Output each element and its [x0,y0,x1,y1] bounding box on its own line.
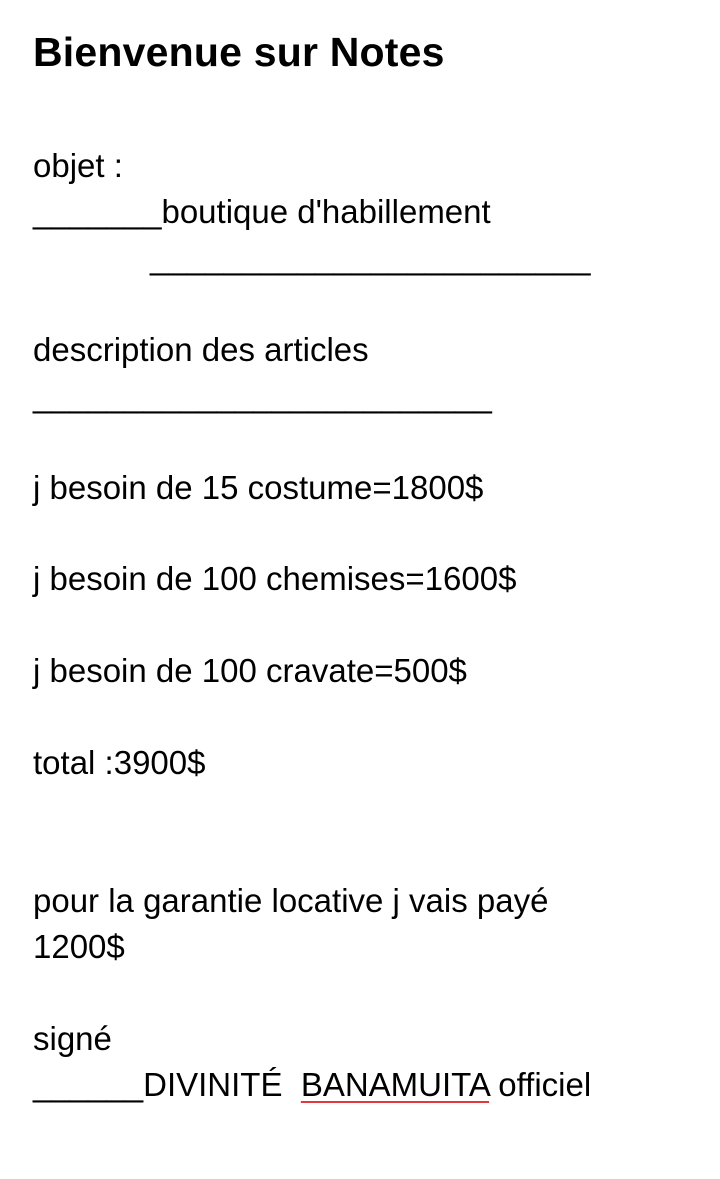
garantie-line-2: 1200$ [33,928,125,965]
signature-name-misspelled[interactable]: BANAMUITA [300,1066,490,1103]
item-chemises: j besoin de 100 chemises=1600$ [33,560,517,597]
signe-label: signé [33,1020,112,1057]
signature-prefix: ______DIVINITÉ [33,1066,301,1103]
objet-value: _______boutique d'habillement [33,193,491,230]
objet-underline: ________________________ [150,239,591,276]
signature-line [33,1065,591,1105]
objet-label: objet : [33,147,123,184]
garantie-line-1: pour la garantie locative j vais payé [33,882,549,919]
item-costume: j besoin de 15 costume=1800$ [33,469,484,506]
note-title: Bienvenue sur Notes [33,29,445,75]
description-underline: _________________________ [33,377,492,414]
item-cravate: j besoin de 100 cravate=500$ [33,652,467,689]
total-line: total :3900$ [33,744,206,781]
signature-suffix: officiel [489,1066,592,1103]
description-label: description des articles [33,331,369,368]
